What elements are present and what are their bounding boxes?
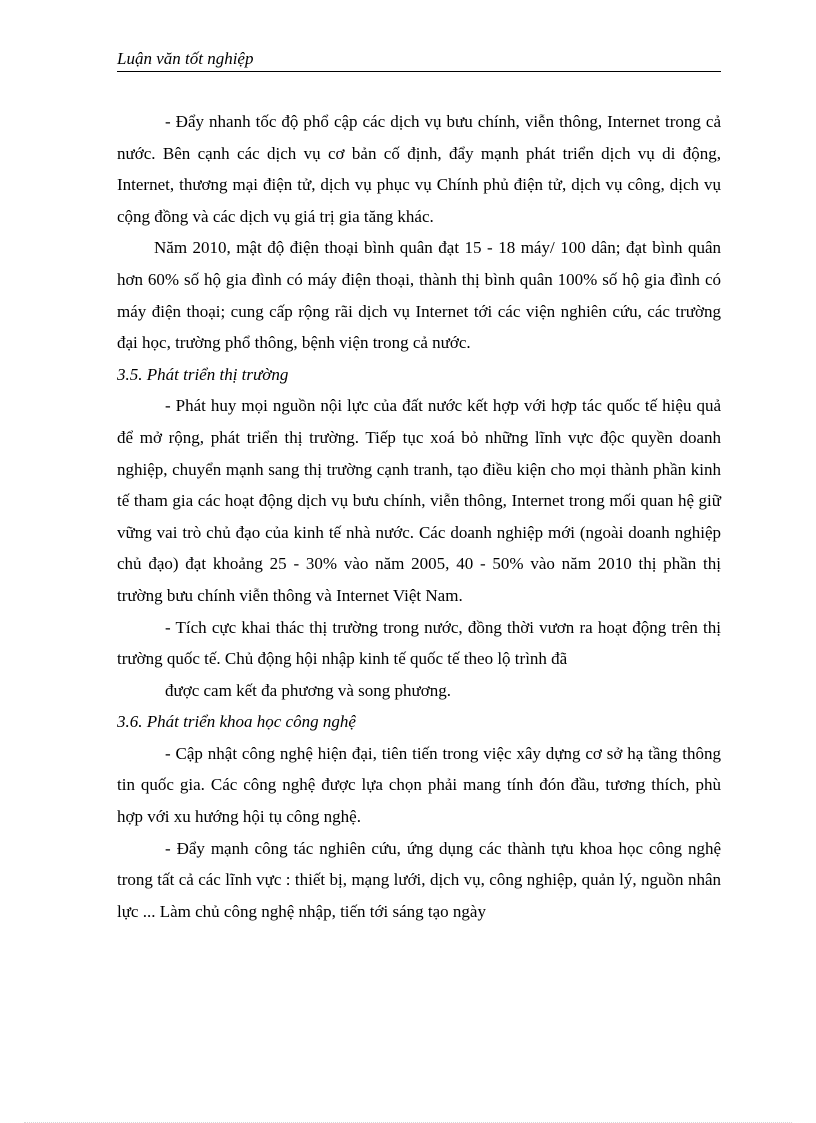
section-heading-3-6: 3.6. Phát triển khoa học công nghệ xyxy=(117,712,356,732)
document-body xyxy=(117,106,721,927)
paragraph-postal-services: - Đẩy nhanh tốc độ phổ cập các dịch vụ bưu chính, viễn thông, Internet trong cả nước. Bên cạnh các dịch vụ cơ bản cố định, đẩy mạnh phát triển dịch vụ di động, Internet, thương mại điện tử, dịch vụ phục vụ Chính phủ điện tử, dịch vụ công, dịch vụ cộng đồng và các dịch vụ giá trị gia tăng khác. xyxy=(117,112,721,226)
paragraph-domestic-market: - Tích cực khai thác thị trường trong nước, đồng thời vươn ra hoạt động trên thị trường quốc tế. Chủ động hội nhập kinh tế quốc tế theo lộ trình đã xyxy=(117,617,721,669)
paragraph-commitment: được cam kết đa phương và song phương. xyxy=(165,680,451,700)
paragraph-phone-density-2010: Năm 2010, mật độ điện thoại bình quân đạt 15 - 18 máy/ 100 dân; đạt bình quân hơn 60% số hộ gia đình có máy điện thoại, thành thị bình quân 100% số hộ gia đình có máy điện thoại; cung cấp rộng rãi dịch vụ Internet tới các viện nghiên cứu, các trường đại học, trường phổ thông, bệnh viện trong cả nước. xyxy=(117,238,721,353)
section-heading-3-5: 3.5. Phát triển thị trường xyxy=(117,364,289,384)
paragraph-market-development: - Phát huy mọi nguồn nội lực của đất nước kết hợp với hợp tác quốc tế hiệu quả để mở rộng, phát triển thị trường. Tiếp tục xoá bỏ những lĩnh vực độc quyền doanh nghiệp, chuyển mạnh sang thị trường cạnh tranh, tạo điều kiện cho mọi thành phần kinh tế tham gia các hoạt động dịch vụ bưu chính, viễn thông, Internet trong mối quan hệ giữ vững vai trò chủ đạo của kinh tế nhà nước. Các doanh nghiệp mới (ngoài doanh nghiệp chủ đạo) đạt khoảng 25 - 30% vào năm 2005, 40 - 50% vào năm 2010 thị phần thị trường bưu chính viễn thông và Internet Việt Nam. xyxy=(117,396,721,605)
paragraph-technology-update: - Cập nhật công nghệ hiện đại, tiên tiến trong việc xây dựng cơ sở hạ tầng thông tin quốc gia. Các công nghệ được lựa chọn phải mang tính đón đầu, tương thích, phù hợp với xu hướng hội tụ công nghệ. xyxy=(117,743,721,827)
header-title: Luận văn tốt nghiệp xyxy=(117,49,254,68)
page-header xyxy=(117,49,721,72)
paragraph-research: - Đẩy mạnh công tác nghiên cứu, ứng dụng các thành tựu khoa học công nghệ trong tất cả các lĩnh vực : thiết bị, mạng lưới, dịch vụ, công nghiệp, quản lý, nguồn nhân lực ... Làm chủ công nghệ nhập, tiến tới sáng tạo ngày xyxy=(117,838,721,921)
